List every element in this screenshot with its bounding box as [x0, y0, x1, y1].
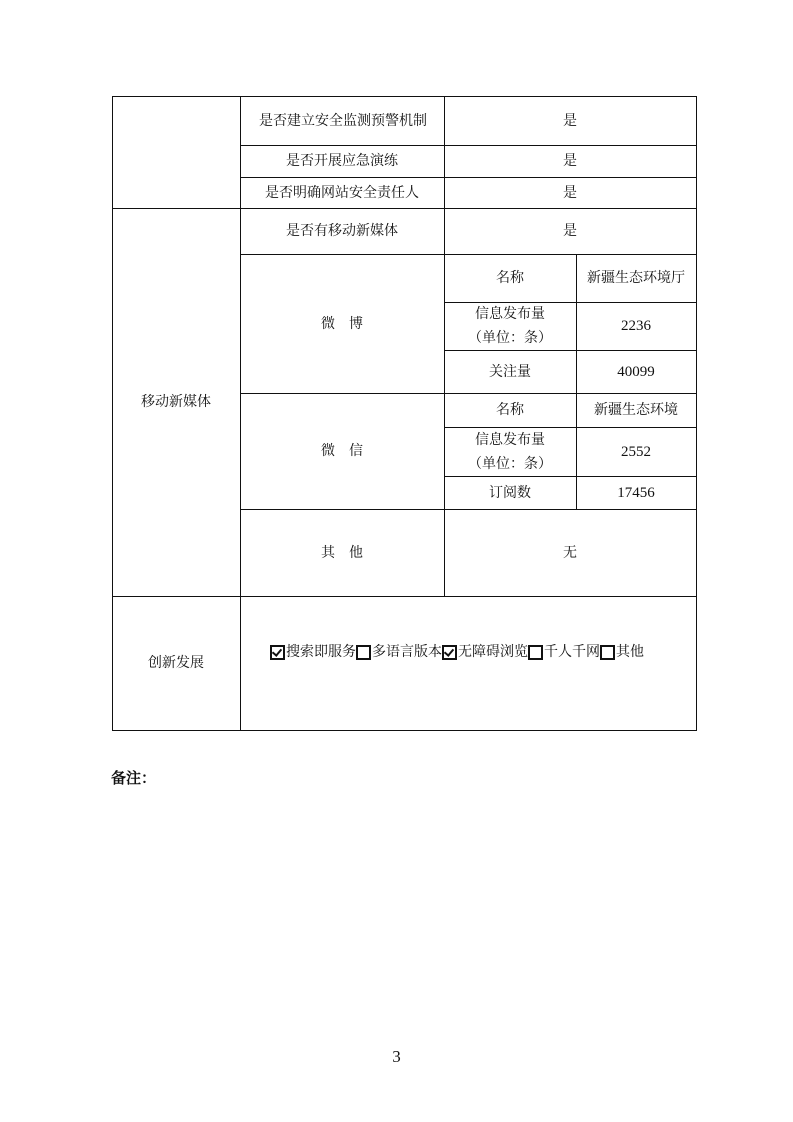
wechat-name-label: 名称 [496, 402, 524, 418]
weibo-posts-value: 2236 [621, 318, 651, 334]
weibo-followers-label: 关注量 [489, 363, 531, 380]
innovation-options [270, 640, 690, 664]
note-label: 备注： [111, 769, 157, 787]
owner-value: 是 [563, 184, 577, 201]
option-other[interactable] [600, 640, 644, 664]
weibo-followers-value: 40099 [617, 363, 655, 380]
monitoring-label: 是否建立安全监测预警机制 [259, 112, 427, 129]
option-label: 千人千网 [544, 644, 600, 660]
option-label: 多语言版本 [372, 644, 442, 660]
option-label: 搜索即服务 [286, 644, 356, 660]
monitoring-value: 是 [563, 112, 577, 129]
wechat-subscribers-value: 17456 [617, 484, 655, 501]
option-search-as-service[interactable] [270, 640, 356, 664]
wechat-posts-value: 2552 [621, 443, 651, 460]
drill-label: 是否开展应急演练 [286, 153, 398, 169]
weibo-name-label: 名称 [496, 270, 524, 286]
option-multilingual[interactable] [356, 640, 442, 664]
option-personalized[interactable] [528, 640, 600, 664]
checkbox-empty-icon[interactable] [600, 645, 615, 660]
other-media-label: 其他 [321, 544, 377, 561]
owner-label: 是否明确网站安全责任人 [265, 184, 419, 201]
option-accessible-browsing[interactable] [442, 640, 528, 664]
drill-value: 是 [563, 153, 577, 169]
wechat-subscribers-label: 订阅数 [489, 484, 531, 501]
wechat-posts-label: 信息发布量 （单位：条） [468, 431, 552, 472]
checkbox-checked-icon[interactable] [442, 645, 457, 660]
other-media-value: 无 [563, 544, 577, 561]
mobile-media-section-label: 移动新媒体 [141, 394, 211, 410]
innovation-label: 创新发展 [148, 655, 204, 671]
option-label: 其他 [616, 644, 644, 660]
weibo-label: 微博 [321, 315, 377, 332]
wechat-label: 微信 [321, 443, 377, 459]
option-label: 无障碍浏览 [458, 644, 528, 660]
page-number: 3 [392, 1047, 401, 1066]
has-mobile-media-value: 是 [563, 223, 577, 239]
checkbox-empty-icon[interactable] [356, 645, 371, 660]
has-mobile-media-label: 是否有移动新媒体 [286, 223, 398, 239]
weibo-posts-label: 信息发布量 （单位：条） [468, 306, 552, 346]
wechat-name-value: 新疆生态环境 [594, 402, 678, 418]
checkbox-checked-icon[interactable] [270, 645, 285, 660]
weibo-name-value: 新疆生态环境厅 [587, 270, 685, 286]
checkbox-empty-icon[interactable] [528, 645, 543, 660]
